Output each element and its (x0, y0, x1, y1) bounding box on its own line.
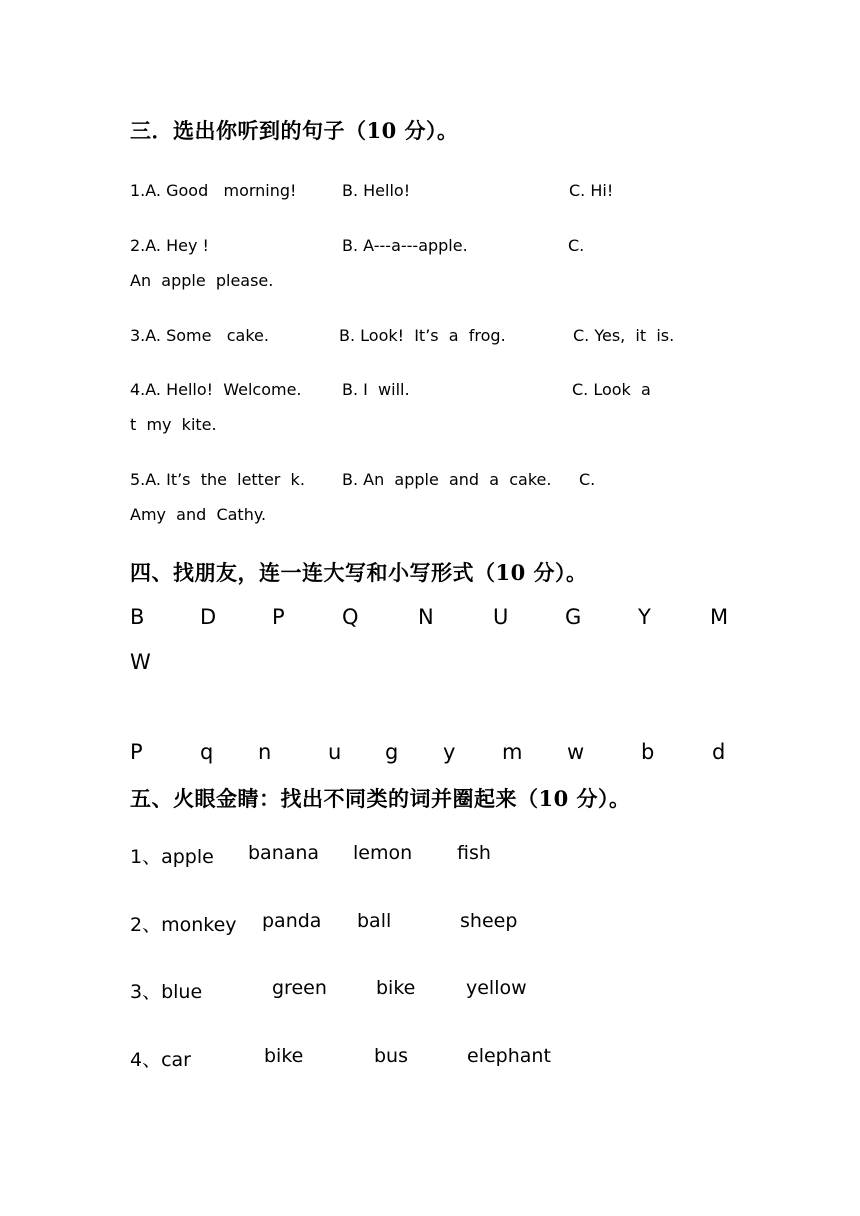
word-item: 3、blue (130, 981, 203, 1003)
q3-option-b: B. Look! It’s a frog. (339, 326, 506, 345)
q2-option-c: C. (568, 236, 585, 255)
section-5-heading: 五、火眼金睛：找出不同类的词并圈起来（10 分）。 (130, 786, 631, 811)
word-item: banana (248, 842, 320, 864)
uppercase-letter: D (200, 605, 217, 629)
q5-option-c-text: Amy and Cathy. (130, 505, 267, 524)
uppercase-letter: M (710, 605, 729, 629)
q1-option-a: 1.A. Good morning! (130, 181, 297, 200)
q1-option-b: B. Hello! (342, 181, 411, 200)
word-item: green (272, 977, 327, 999)
word-item: ball (357, 910, 392, 932)
lowercase-letter: b (641, 740, 655, 764)
word-item: fish (457, 842, 491, 864)
word-item: 2、monkey (130, 914, 237, 936)
lowercase-letter: u (328, 740, 342, 764)
uppercase-letter: U (493, 605, 509, 629)
word-item: bike (264, 1045, 304, 1067)
word-item: 1、apple (130, 846, 214, 868)
q5-option-c: C. (579, 470, 596, 489)
section-4-heading: 四、找朋友，连一连大写和小写形式（10 分）。 (130, 560, 588, 585)
lowercase-letter: q (200, 740, 214, 764)
lowercase-letter: y (443, 740, 456, 764)
lowercase-letter: g (385, 740, 399, 764)
word-item: yellow (466, 977, 527, 999)
q2-option-a: 2.A. Hey ! (130, 236, 209, 255)
q2-option-c-text: An apple please. (130, 271, 274, 290)
word-item: panda (262, 910, 322, 932)
uppercase-letter: Q (342, 605, 359, 629)
lowercase-letter: w (567, 740, 585, 764)
uppercase-letter: B (130, 605, 145, 629)
q4-option-c-text: t my kite. (130, 415, 217, 434)
lowercase-letter: d (712, 740, 726, 764)
uppercase-letter: W (130, 650, 151, 674)
lowercase-letter: m (502, 740, 523, 764)
q5-option-b: B. An apple and a cake. (342, 470, 552, 489)
q1-option-c: C. Hi! (569, 181, 614, 200)
q4-option-b: B. I will. (342, 380, 410, 399)
word-item: bike (376, 977, 416, 999)
q4-option-a: 4.A. Hello! Welcome. (130, 380, 302, 399)
lowercase-letter: P (130, 740, 143, 764)
q2-option-b: B. A---a---apple. (342, 236, 468, 255)
lowercase-letter: n (258, 740, 272, 764)
uppercase-letter: P (272, 605, 285, 629)
uppercase-letter: G (565, 605, 582, 629)
uppercase-letter: Y (638, 605, 651, 629)
word-item: elephant (467, 1045, 551, 1067)
word-item: sheep (460, 910, 518, 932)
q4-option-c: C. Look a (572, 380, 651, 399)
uppercase-letter: N (418, 605, 434, 629)
q3-option-a: 3.A. Some cake. (130, 326, 269, 345)
word-item: bus (374, 1045, 409, 1067)
q5-option-a: 5.A. It’s the letter k. (130, 470, 305, 489)
q3-option-c: C. Yes, it is. (573, 326, 675, 345)
word-item: 4、car (130, 1049, 191, 1071)
word-item: lemon (353, 842, 413, 864)
section-3-heading: 三．选出你听到的句子（10 分）。 (130, 118, 459, 143)
